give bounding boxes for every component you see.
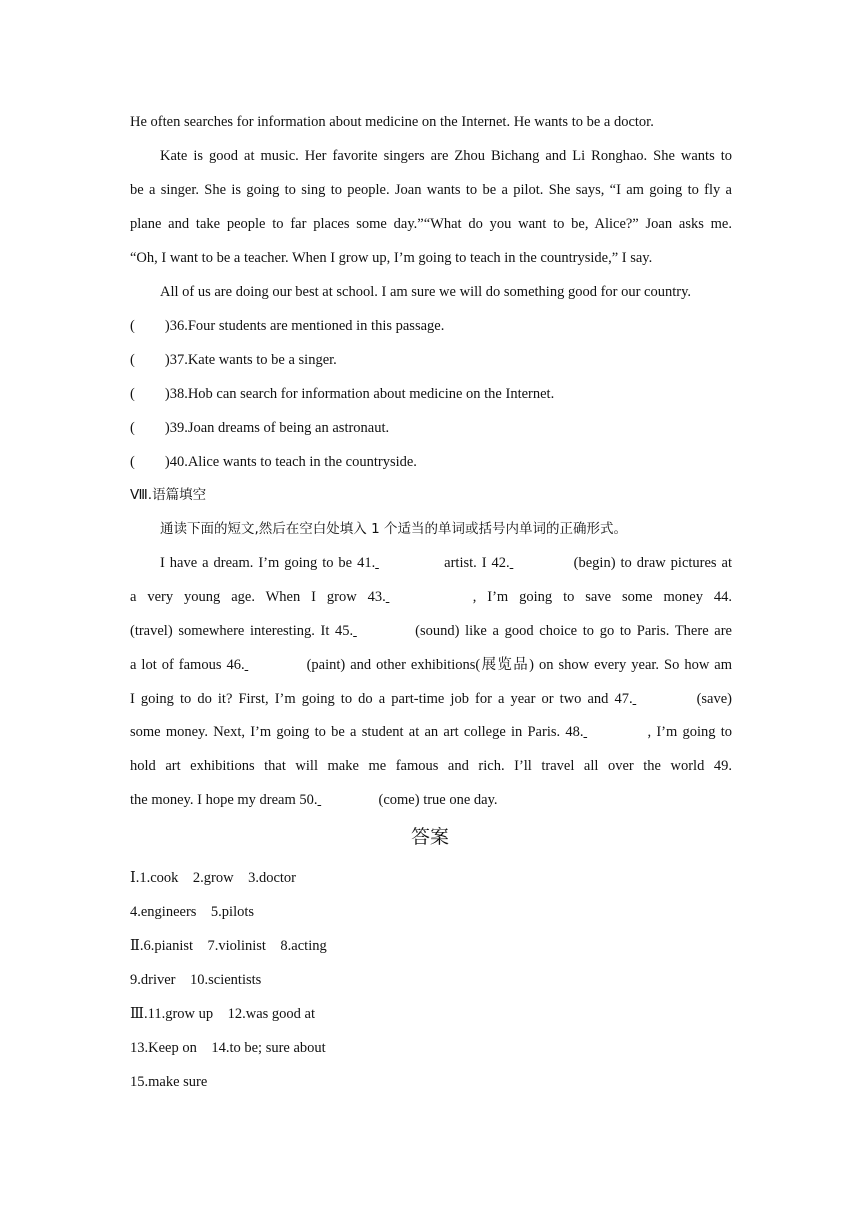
answer-paren-open: ( xyxy=(130,386,135,402)
passage-line: All of us are doing our best at school. I am sure we will do something good for our country. xyxy=(160,284,692,300)
cloze-line xyxy=(130,790,732,810)
cloze-text: I have a dream. I’m going to be 41. xyxy=(160,555,376,571)
cloze-blank-47[interactable] xyxy=(633,689,697,709)
cloze-line: hold art exhibitions that will make me famous and rich. I’ll travel all over the world 49. xyxy=(130,758,732,774)
question-39 xyxy=(130,418,389,438)
answers-heading: 答案 xyxy=(410,826,449,848)
cloze-line xyxy=(130,655,732,675)
cloze-blank-46[interactable] xyxy=(245,655,307,675)
answer-line: 4.engineers 5.pilots xyxy=(130,904,255,920)
passage-line: Kate is good at music. Her favorite singers are Zhou Bichang and Li Ronghao. She wants to xyxy=(160,148,732,164)
answer-paren-close: ) xyxy=(164,386,170,402)
answer-paren-close: ) xyxy=(164,318,170,334)
cloze-blank-42[interactable] xyxy=(510,553,574,573)
question-38 xyxy=(130,384,554,404)
section-title: Ⅷ.语篇填空 xyxy=(130,487,207,503)
passage-line: He often searches for information about medicine on the Internet. He wants to be a doctor. xyxy=(130,114,654,130)
cloze-blank-48[interactable] xyxy=(583,722,647,742)
question-text: 37.Kate wants to be a singer. xyxy=(169,352,337,368)
question-text: 38.Hob can search for information about medicine on the Internet. xyxy=(169,386,555,402)
answer-line: 9.driver 10.scientists xyxy=(130,972,262,988)
answer-paren-open: ( xyxy=(130,318,135,334)
cloze-text: (save) xyxy=(696,691,732,707)
cloze-line xyxy=(130,689,732,709)
cloze-text: (paint) and other exhibitions(展览品) on show every year. So how am xyxy=(306,657,732,673)
cloze-text: (sound) like a good choice to go to Paris. There are xyxy=(415,623,732,639)
answer-paren-close: ) xyxy=(164,352,170,368)
cloze-line xyxy=(130,621,732,641)
question-text: 40.Alice wants to teach in the countryside. xyxy=(169,454,417,470)
answer-line: 15.make sure xyxy=(130,1074,208,1090)
question-40 xyxy=(130,452,417,472)
answer-paren-close: ) xyxy=(164,454,170,470)
cloze-line xyxy=(130,722,732,742)
section-instruction: 通读下面的短文,然后在空白处填入 1 个适当的单词或括号内单词的正确形式。 xyxy=(160,521,627,537)
cloze-text: a very young age. When I grow 43. xyxy=(130,589,386,605)
cloze-text: (come) true one day. xyxy=(378,792,498,808)
answer-paren-open: ( xyxy=(130,420,135,436)
cloze-text: a lot of famous 46. xyxy=(130,657,245,673)
cloze-blank-45[interactable] xyxy=(353,621,415,641)
answer-paren-close: ) xyxy=(164,420,170,436)
cloze-blank-50[interactable] xyxy=(318,790,379,810)
cloze-text: the money. I hope my dream 50. xyxy=(130,792,318,808)
passage-line: be a singer. She is going to sing to people. Joan wants to be a pilot. She says, “I am going to fly a xyxy=(130,182,732,198)
question-text: 39.Joan dreams of being an astronaut. xyxy=(169,420,390,436)
answer-line: Ⅰ.1.cook 2.grow 3.doctor xyxy=(130,870,297,886)
cloze-line xyxy=(130,587,732,607)
question-37 xyxy=(130,350,337,370)
cloze-line xyxy=(160,553,732,573)
answer-line: Ⅲ.11.grow up 12.was good at xyxy=(130,1006,316,1022)
passage-line: “Oh, I want to be a teacher. When I grow up, I’m going to teach in the countryside,” I say. xyxy=(130,250,653,266)
answer-paren-open: ( xyxy=(130,352,135,368)
cloze-blank-41[interactable] xyxy=(375,553,439,573)
answer-line: 13.Keep on 14.to be; sure about xyxy=(130,1040,326,1056)
cloze-text: , I’m going to xyxy=(647,724,732,740)
passage-line: plane and take people to far places some day.”“What do you want to be, Alice?” Joan asks me. xyxy=(130,216,732,232)
cloze-text: (begin) to draw pictures at xyxy=(573,555,733,571)
cloze-text: some money. Next, I’m going to be a student at an art college in Paris. 48. xyxy=(130,724,584,740)
cloze-text: artist. I 42. xyxy=(444,555,510,571)
question-36 xyxy=(130,316,444,336)
cloze-blank-43[interactable] xyxy=(386,587,473,607)
answer-paren-open: ( xyxy=(130,454,135,470)
cloze-text: I going to do it? First, I’m going to do a part-time job for a year or two and 47. xyxy=(130,691,633,707)
question-text: 36.Four students are mentioned in this passage. xyxy=(169,318,445,334)
cloze-text: (travel) somewhere interesting. It 45. xyxy=(130,623,354,639)
answer-line: Ⅱ.6.pianist 7.violinist 8.acting xyxy=(130,938,327,954)
cloze-text: , I’m going to save some money 44. xyxy=(472,589,732,605)
